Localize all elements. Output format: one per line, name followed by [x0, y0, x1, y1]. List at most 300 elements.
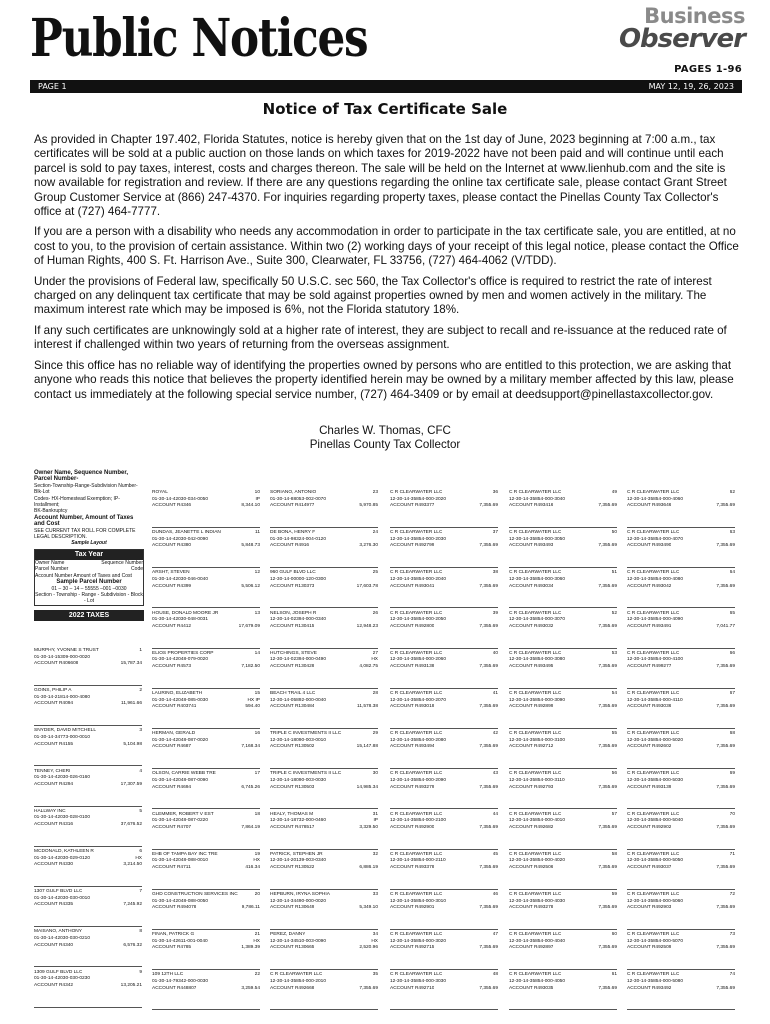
account-number: ACCOUNT R492899	[509, 704, 554, 710]
amount: 7,355.69	[598, 583, 617, 589]
issue-dates: MAY 12, 19, 26, 2023	[648, 82, 734, 91]
notice-body	[34, 133, 740, 408]
listing-entry	[270, 530, 378, 568]
sequence-number: 19	[254, 851, 260, 857]
listing-entry	[509, 651, 617, 689]
owner-name: C R CLEARWATER LLC	[509, 691, 562, 696]
code: IP	[373, 818, 378, 824]
owner-name: C R CLEARWATER LLC	[509, 932, 562, 938]
account-number: ACCOUNT R492668	[270, 985, 315, 991]
parcel-number: 01-30-14-42030-028-0100	[34, 815, 91, 821]
owner-name: C R CLEARWATER LLC	[627, 731, 680, 737]
account-number: ACCOUNT R493490	[627, 543, 672, 549]
account-number: ACCOUNT R414977	[270, 503, 315, 509]
owner-name: C R CLEARWATER LLC	[509, 892, 562, 897]
amount: 37,676.52	[120, 821, 142, 827]
amount: 17,307.59	[120, 781, 142, 787]
amount: 5,848.73	[241, 543, 260, 549]
owner-name: C R CLEARWATER LLC	[627, 530, 680, 536]
logo-line-2: Observer	[618, 24, 745, 54]
sequence-number: 44	[492, 811, 498, 817]
listing-entry	[270, 972, 378, 1010]
owner-name: C R CLEARWATER LLC	[627, 892, 680, 897]
amount: 7,355.69	[716, 945, 735, 951]
sequence-number: 30	[372, 771, 378, 777]
sequence-number: 39	[492, 610, 498, 616]
account-number: ACCOUNT R494078	[152, 905, 197, 911]
legend-line: Section-Township-Range-Subdivision Number-Blk-Lot	[34, 482, 138, 496]
amount: 15,147.88	[356, 744, 378, 750]
parcel-number: 01-30-14-34773-000-0010	[34, 734, 91, 740]
sequence-number: 9	[139, 969, 142, 975]
legend-sample-layout: Sample Layout	[71, 540, 107, 547]
parcel-number: 12-30-14-35854-000-2060	[390, 657, 447, 663]
owner-name: CLEMMER, ROBERT V EST	[152, 811, 214, 817]
amount: 5,104.98	[123, 741, 142, 747]
parcel-number: 01-30-14-42030-030-0210	[34, 935, 91, 941]
amount: 7,355.69	[716, 824, 735, 830]
owner-name: GHD CONSTRUCTION SERVICES INC	[152, 892, 238, 897]
account-number: ACCOUNT R492682	[509, 824, 554, 830]
account-number: ACCOUNT R492900	[390, 824, 435, 830]
parcel-number: 12-30-14-00000-120-0300	[270, 576, 327, 582]
parcel-number: 12-30-14-18090-003-0030	[270, 777, 327, 783]
listing-entry	[627, 651, 735, 689]
code: HX	[135, 855, 142, 861]
owner-name: C R CLEARWATER LLC	[627, 650, 680, 656]
amount: 7,355.69	[716, 905, 735, 911]
signature-office: Pinellas County Tax Collector	[309, 438, 461, 451]
owner-name: NELSON, JOSEPH R	[270, 610, 317, 616]
account-number: ACCOUNT R403741	[152, 704, 197, 710]
parcel-number: 12-30-14-35854-000-5060	[627, 898, 684, 904]
listing-entry	[270, 490, 378, 528]
sequence-number: 40	[492, 650, 498, 656]
account-number: ACCOUNT R130503	[270, 784, 315, 790]
listing-entry	[152, 932, 260, 970]
parcel-number: 12-30-14-35854-000-5070	[627, 938, 684, 944]
parcel-number: 12-30-14-35854-000-2110	[390, 858, 446, 864]
sequence-number: 27	[372, 650, 378, 656]
amount: 7,355.69	[359, 985, 378, 991]
parcel-number: 12-30-14-02394-000-0340	[270, 617, 327, 623]
listing-entry	[509, 611, 617, 649]
sequence-number: 31	[372, 811, 378, 817]
amount: 7,355.69	[598, 905, 617, 911]
account-number: ACCOUNT R4399	[152, 583, 192, 589]
parcel-number: 12-30-14-35854-000-2070	[390, 697, 447, 703]
owner-name: C R CLEARWATER LLC	[509, 731, 562, 737]
amount: 7,041.77	[716, 623, 735, 629]
sequence-number: 18	[254, 811, 260, 817]
paragraph: If you are a person with a disability who needs any accommodation in order to participate in the tax certificate sale, you are entitled, at no cost to you, to the provision of certain assistance. Within two (2) working days of your receipt of this legal notice, please contact the Office of Human Rights, 400 S. Ft. Harrison Ave., Suite 300, Clearwater, FL 33756, (727) 464-4062 (V/TDD).	[34, 225, 739, 268]
sequence-number: 48	[492, 972, 498, 978]
account-number: ACCOUNT R492793	[509, 784, 554, 790]
sequence-number: 5	[139, 808, 142, 814]
owner-name: HERMAN, GERALD	[152, 731, 196, 737]
sequence-number: 28	[372, 691, 378, 696]
owner-name: GOINS, PHILIP A	[34, 688, 72, 694]
logo-line-1: Business	[644, 4, 745, 28]
sequence-number: 8	[139, 929, 142, 935]
owner-name: C R CLEARWATER LLC	[390, 892, 443, 897]
sequence-number: 37	[492, 530, 498, 536]
sequence-number: 71	[729, 851, 735, 857]
parcel-number: 01-30-14-79342-000-0030	[152, 978, 209, 984]
amount: 11,961.66	[121, 701, 142, 707]
amount: 12,948.23	[356, 623, 378, 629]
amount: 7,355.69	[479, 583, 498, 589]
listing-entry	[152, 530, 260, 568]
sequence-number: 15	[254, 691, 260, 696]
legend-line: Account Number, Amount of Taxes and Cost	[34, 514, 134, 528]
amount: 5,970.85	[359, 503, 378, 509]
owner-name: C R CLEARWATER LLC	[509, 972, 562, 978]
parcel-number: 01-30-14-42030-034-0050	[152, 496, 209, 502]
owner-name: LAURINO, ELIZABETH	[152, 691, 203, 696]
owner-name: C R CLEARWATER LLC	[627, 811, 680, 817]
owner-name: HEALY, THOMAS M	[270, 811, 314, 817]
parcel-number: 12-30-14-35854-000-5030	[627, 777, 684, 783]
listing-entry	[34, 648, 142, 686]
sequence-number: 57	[611, 811, 617, 817]
parcel-number: 12-30-14-35854-000-5050	[627, 858, 684, 864]
owner-name: C R CLEARWATER LLC	[390, 490, 443, 495]
listing-entry	[390, 771, 498, 809]
parcel-number: 12-30-14-35854-000-3110	[509, 777, 565, 783]
sequence-number: 73	[729, 932, 735, 938]
owner-name: C R CLEARWATER LLC	[390, 731, 443, 737]
account-number: ACCOUNT R4380	[152, 543, 192, 549]
parcel-number: 12-30-14-35854-000-4090	[627, 617, 684, 623]
notice-title: Notice of Tax Certificate Sale	[262, 100, 508, 118]
account-number: ACCOUNT R130373	[270, 583, 315, 589]
listing-entry	[390, 972, 498, 1010]
listing-entry	[509, 771, 617, 809]
listing-entry	[152, 611, 260, 649]
amount: 3,214.50	[123, 862, 142, 868]
account-number: ACCOUNT R493495	[509, 663, 554, 669]
legend-line: Codes- HX-Homestead Exemption; IP-Installment;	[34, 495, 120, 509]
listing-entry	[627, 691, 735, 729]
listing-entry	[509, 892, 617, 930]
amount: 7,355.69	[598, 543, 617, 549]
account-number: ACCOUNT R492506	[509, 864, 554, 870]
listing-entry	[627, 530, 735, 568]
sequence-number: 56	[611, 771, 617, 777]
listing-entry	[390, 691, 498, 729]
owner-name: MCDONALD, KATHLEEN R	[34, 849, 94, 854]
owner-name: C R CLEARWATER LLC	[509, 530, 562, 536]
owner-name: ROYAL	[152, 490, 168, 495]
account-number: ACCOUNT R130665	[270, 945, 315, 951]
sequence-number: 22	[254, 972, 260, 978]
sequence-number: 69	[729, 771, 735, 777]
parcel-number: 01-30-14-42030-030-0010	[34, 895, 91, 901]
listing-entry	[34, 849, 142, 887]
sequence-number: 10	[254, 490, 260, 495]
taxes-year-header: 2022 TAXES	[34, 610, 144, 621]
sequence-number: 24	[372, 530, 378, 536]
account-number: ACCOUNT R493279	[390, 784, 435, 790]
parcel-number: 01-30-14-42030-048-0031	[152, 617, 209, 623]
amount: 7,182.50	[241, 663, 260, 669]
account-number: ACCOUNT R4346	[152, 503, 192, 509]
parcel-number: 12-30-14-35854-000-4020	[509, 858, 566, 864]
listing-entry	[270, 932, 378, 970]
owner-name: PATRICK, STEPHEN JR	[270, 851, 323, 857]
parcel-number: 12-30-14-02394-000-0490	[270, 657, 327, 663]
legend-line: BK-Bankruptcy	[34, 508, 68, 515]
parcel-number: 12-30-14-35854-000-2080	[390, 737, 447, 743]
account-number: ACCOUNT R493034	[509, 583, 554, 589]
parcel-number: 12-30-14-35854-000-4100	[627, 657, 684, 663]
amount: 3,259.54	[241, 985, 260, 991]
account-number: ACCOUNT R130522	[270, 864, 315, 870]
listing-entry	[390, 731, 498, 769]
account-number: ACCOUNT R130649	[270, 905, 315, 911]
account-number: ACCOUNT R493492	[627, 985, 672, 991]
account-number: ACCOUNT R4785	[152, 945, 192, 951]
parcel-number: 12-30-14-18732-000-0460	[270, 818, 327, 824]
owner-name: C R CLEARWATER LLC	[627, 851, 680, 857]
sequence-number: 43	[492, 771, 498, 777]
amount: 13,205.21	[120, 982, 142, 988]
listing-entry	[390, 651, 498, 689]
amount: 7,355.69	[479, 503, 498, 509]
parcel-number: 12-30-14-35854-000-2040	[390, 576, 447, 582]
listing-entry	[509, 852, 617, 890]
owner-name: 1309 GULF BLVD LLC	[34, 969, 83, 975]
account-number: ACCOUNT R492903	[627, 905, 672, 911]
account-number: ACCOUNT R4573	[152, 663, 192, 669]
sequence-number: 25	[372, 570, 378, 576]
amount: 7,355.69	[598, 623, 617, 629]
parcel-number: 12-30-14-35854-000-2020	[390, 496, 447, 502]
parcel-number: 12-30-14-35854-000-3080	[509, 657, 566, 663]
account-number: ACCOUNT R493036	[627, 704, 672, 710]
account-number: ACCOUNT R492800	[390, 623, 435, 629]
owner-name: C R CLEARWATER LLC	[509, 771, 562, 777]
account-number: ACCOUNT R4094	[34, 701, 74, 707]
sequence-number: 41	[492, 691, 498, 696]
parcel-number: 01-30-14-42048-085-0030	[152, 697, 209, 703]
listing-entry	[390, 611, 498, 649]
account-number: ACCOUNT R493494	[390, 744, 435, 750]
sequence-number: 72	[729, 892, 735, 897]
amount: 4,082.75	[359, 663, 378, 669]
amount: 1,389.39	[241, 945, 260, 951]
listing-entry	[390, 852, 498, 890]
account-number: ACCOUNT R478517	[270, 824, 315, 830]
listing-entry	[509, 530, 617, 568]
amount: 7,355.69	[479, 945, 498, 951]
parcel-number: 12-30-14-35854-000-2010	[270, 978, 327, 984]
masthead-title: Public Notices	[30, 8, 368, 69]
sequence-number: 74	[729, 972, 735, 978]
listing-entry	[34, 889, 142, 927]
signature-block	[0, 424, 770, 452]
owner-name: C R CLEARWATER LLC	[509, 851, 562, 857]
account-number: ACCOUNT R492901	[390, 905, 435, 911]
account-number: ACCOUNT R4412	[152, 623, 192, 629]
tax-year-header: Tax Year	[35, 550, 143, 560]
amount: 7,355.69	[716, 503, 735, 509]
owner-name: PEREZ, DANNY	[270, 932, 306, 938]
paragraph: If any such certificates are unknowingly sold at a higher rate of interest, they are subject to recall and re-issuance at the reduced rate of interest if challenged within two years of returning from the overseas assignment.	[34, 323, 727, 352]
account-number: ACCOUNT R4335	[34, 902, 74, 908]
parcel-number: 12-30-14-35854-000-3060	[509, 576, 566, 582]
amount: 7,355.69	[716, 543, 735, 549]
amount: 7,355.69	[598, 824, 617, 830]
sequence-number: 29	[372, 731, 378, 737]
parcel-number: 01-30-14-42048-087-0020	[152, 737, 209, 743]
listing-entry	[627, 852, 735, 890]
account-number: ACCOUNT R4916	[270, 543, 310, 549]
listing-entry	[509, 932, 617, 970]
parcel-number: 01-30-14-42030-029-0120	[34, 855, 91, 861]
listing-entry	[627, 932, 735, 970]
owner-name: C R CLEARWATER LLC	[509, 610, 562, 616]
paragraph: Since this office has no reliable way of identifying the properties owned by persons who are entitled to this protection, we are asking that anyone who reads this notice that believes the property identified herein may be owned by a military member affected by this law, please contact us immediately at the following special service number, (727) 464-3409 or by email at deedsupport@pinellastaxcollector.gov.	[34, 358, 734, 401]
account-number: ACCOUNT R493139	[627, 784, 672, 790]
amount: 7,168.34	[241, 744, 260, 750]
sequence-number: 68	[729, 731, 735, 737]
account-number: ACCOUNT R492602	[627, 744, 672, 750]
owner-name: FINAN, PATRICK G	[152, 932, 195, 938]
owner-name: C R CLEARWATER LLC	[390, 530, 443, 536]
owner-name: C R CLEARWATER LLC	[627, 932, 680, 938]
legend-sample-parcel: Sample Parcel Number	[56, 579, 122, 586]
parcel-number: 12-30-14-35854-000-3030	[390, 978, 447, 984]
owner-name: C R CLEARWATER LLC	[390, 972, 443, 978]
owner-name: C R CLEARWATER LLC	[509, 650, 562, 656]
amount: 7,355.69	[598, 784, 617, 790]
sequence-number: 49	[611, 490, 617, 495]
sequence-number: 67	[729, 691, 735, 696]
listing-entry	[509, 490, 617, 528]
owner-name: SNYDER, DAVID MITCHELL	[34, 728, 97, 734]
listing-entry	[34, 688, 142, 726]
parcel-number: 01-30-14-42611-001-0040	[152, 938, 208, 944]
sequence-number: 38	[492, 570, 498, 576]
listing-entry	[270, 771, 378, 809]
account-number: ACCOUNT R493138	[390, 663, 435, 669]
code: HX	[253, 858, 260, 864]
account-number: ACCOUNT R492902	[627, 824, 672, 830]
parcel-number: 12-30-14-35854-000-4050	[509, 978, 566, 984]
amount: 7,355.69	[716, 704, 735, 710]
listing-entry	[152, 570, 260, 608]
listing-entry	[270, 852, 378, 890]
page-bar	[30, 80, 742, 93]
listing-entry	[627, 812, 735, 850]
amount: 7,355.69	[598, 985, 617, 991]
owner-name: C R CLEARWATER LLC	[509, 570, 562, 576]
owner-name: C R CLEARWATER LLC	[390, 650, 443, 656]
listing-entry	[152, 771, 260, 809]
owner-name: DE BONA, HENRY F	[270, 530, 316, 536]
sequence-number: 58	[611, 851, 617, 857]
paragraph: Under the provisions of Federal law, specifically 50 U.S.C. sec 560, the Tax Collector's office is required to restrict the rate of interest charged on any delinquent tax certificate that may be sold against properties owned by men and women actively in the military. The maximum interest rate which may be imposed is 6%, not the Florida statutory 18%.	[34, 274, 712, 317]
sequence-number: 16	[254, 731, 260, 737]
account-number: ACCOUNT R130502	[270, 744, 315, 750]
owner-name: HEPBURN, IRYNA SOPHIA	[270, 892, 330, 897]
parcel-number: 12-30-14-35854-000-5080	[627, 978, 684, 984]
parcel-number: 01-30-14-98324-004-0120	[270, 536, 327, 542]
owner-name: TRIPLE C INVESTMENTS II LLC	[270, 731, 342, 737]
parcel-number: 12-30-14-35854-000-5040	[627, 818, 684, 824]
amount: 7,355.69	[598, 663, 617, 669]
amount: 7,245.92	[123, 902, 142, 908]
sequence-number: 23	[372, 490, 378, 495]
signature-name: Charles W. Thomas, CFC	[319, 424, 451, 437]
listing-entry	[152, 490, 260, 528]
amount: 9,786.11	[241, 905, 260, 911]
account-number: ACCOUNT R4342	[34, 982, 74, 988]
owner-name: 960 GULF BLVD LLC	[270, 570, 316, 576]
listing-entry	[270, 731, 378, 769]
amount: 7,355.69	[598, 744, 617, 750]
account-number: ACCOUNT R4687	[152, 744, 192, 750]
parcel-number: 12-30-14-35854-000-2090	[390, 777, 447, 783]
listing-entry	[270, 892, 378, 930]
owner-name: SORIANO, ANTONIO	[270, 490, 317, 495]
legend-owner: Owner Name	[35, 559, 65, 566]
owner-name: HALLWAY INC	[34, 808, 66, 814]
account-number: ACCOUNT R448807	[152, 985, 197, 991]
account-number: ACCOUNT R493018	[390, 704, 435, 710]
legend-box	[34, 470, 144, 621]
account-number: ACCOUNT R4155	[34, 741, 74, 747]
owner-name: ELIOS PROPERTIES CORP	[152, 650, 214, 656]
account-number: ACCOUNT R130484	[270, 704, 315, 710]
amount: 7,355.69	[598, 864, 617, 870]
amount: 15,787.34	[120, 661, 142, 667]
account-number: ACCOUNT R493041	[390, 583, 435, 589]
listing-entry	[152, 651, 260, 689]
sequence-number: 6	[139, 849, 142, 854]
sequence-number: 33	[372, 892, 378, 897]
parcel-number: 01-30-14-21814-000-4080	[34, 694, 91, 700]
sequence-number: 62	[729, 490, 735, 495]
parcel-number: 01-30-14-15309-000-0020	[34, 654, 91, 660]
sequence-number: 45	[492, 851, 498, 857]
sequence-number: 60	[611, 932, 617, 938]
account-number: ACCOUNT R493646	[627, 503, 672, 509]
amount: 7,355.69	[716, 744, 735, 750]
parcel-number: 12-30-14-35854-000-4030	[509, 898, 566, 904]
owner-name: C R CLEARWATER LLC	[390, 570, 443, 576]
owner-name: C R CLEARWATER LLC	[390, 932, 443, 938]
sequence-number: 63	[729, 530, 735, 536]
sequence-number: 21	[254, 932, 260, 938]
account-number: ACCOUNT R493377	[390, 503, 435, 509]
sequence-number: 54	[611, 691, 617, 696]
owner-name: MAISANO, ANTHONY	[34, 929, 82, 935]
listing-entry	[34, 970, 142, 1008]
sequence-number: 26	[372, 610, 378, 616]
parcel-number: 12-30-14-35854-000-3010	[390, 898, 447, 904]
owner-name: C R CLEARWATER LLC	[390, 691, 443, 696]
sequence-number: 13	[254, 610, 260, 616]
amount: 7,355.69	[479, 905, 498, 911]
owner-name: C R CLEARWATER LLC	[390, 811, 443, 817]
parcel-number: 01-30-14-42048-087-0090	[152, 777, 209, 783]
account-number: ACCOUNT R492712	[509, 744, 554, 750]
account-number: ACCOUNT R493278	[509, 905, 554, 911]
legend-sample-parcel-sub: Section - Township - Range - Subdivision - Block - Lot	[35, 591, 143, 605]
